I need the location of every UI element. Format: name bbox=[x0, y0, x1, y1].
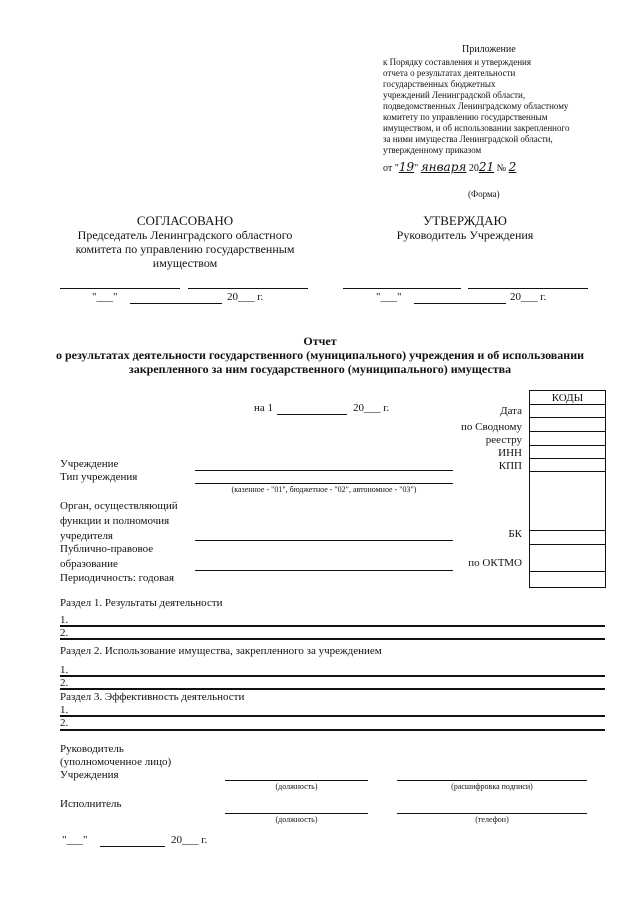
codes-row bbox=[530, 445, 605, 446]
appendix-text bbox=[383, 57, 623, 156]
executor-phone-line bbox=[397, 813, 587, 814]
as-of-line bbox=[277, 414, 347, 415]
codes-label-kpp: КПП bbox=[498, 460, 522, 472]
as-of-year: 20___ г. bbox=[353, 402, 390, 414]
codes-label-svod: реестру bbox=[485, 434, 522, 446]
section-item: 2. bbox=[60, 677, 69, 689]
section-1-title: Раздел 1. Результаты деятельности bbox=[60, 597, 223, 609]
report-title: Отчет bbox=[303, 334, 337, 348]
field-type-label: Тип учреждения bbox=[60, 471, 138, 483]
section-item: 2. bbox=[60, 627, 69, 639]
codes-header: КОДЫ bbox=[551, 392, 584, 404]
appendix-line: отчета о результатах деятельности bbox=[383, 68, 516, 78]
as-of-prefix: на 1 bbox=[254, 402, 274, 414]
signature-head-label: Руководитель (уполномоченное лицо) Учреждения bbox=[60, 743, 172, 781]
section-line bbox=[60, 638, 605, 640]
approval-right-heading: УТВЕРЖДАЮ bbox=[423, 213, 507, 228]
appendix-line: к Порядку составления и утверждения bbox=[383, 57, 531, 67]
section-line bbox=[60, 715, 605, 717]
approval-right bbox=[360, 214, 570, 242]
section-item: 1. bbox=[60, 664, 69, 676]
appendix-line: подведомственных Ленинградскому областному bbox=[383, 101, 569, 111]
executor-label: Исполнитель bbox=[60, 798, 122, 810]
report-subtitle: о результатах деятельности государственного (муниципального) учреждения и об использовании bbox=[55, 348, 585, 362]
codes-row bbox=[530, 417, 605, 418]
field-public-line bbox=[195, 570, 453, 571]
sign-line-left-1 bbox=[60, 288, 180, 289]
section-line bbox=[60, 675, 605, 677]
bottom-date-year: 20___ г. bbox=[171, 834, 208, 846]
approval-right-date-quote: "___" bbox=[376, 291, 402, 303]
codes-row bbox=[530, 404, 605, 405]
decoding-hint: (расшифровка подписи) bbox=[451, 782, 533, 791]
date-line bbox=[100, 846, 165, 847]
codes-row bbox=[530, 530, 605, 531]
section-line bbox=[60, 625, 605, 627]
section-item: 1. bbox=[60, 704, 69, 716]
order-month: января bbox=[420, 160, 467, 174]
section-item: 2. bbox=[60, 717, 69, 729]
codes-row bbox=[530, 544, 605, 545]
date-line bbox=[130, 303, 222, 304]
appendix-line: учреждений Ленинградской области, bbox=[383, 90, 526, 100]
codes-row bbox=[530, 471, 605, 472]
section-3-title: Раздел 3. Эффективность деятельности bbox=[60, 691, 245, 703]
field-institution-label: Учреждение bbox=[60, 458, 119, 470]
appendix-line: за ними имущества Ленинградской области, bbox=[383, 134, 553, 144]
appendix-line: утвержденному приказом bbox=[383, 145, 482, 155]
section-2-title: Раздел 2. Использование имущества, закрепленного за учреждением bbox=[60, 645, 382, 657]
approval-left-line: комитета по управлению государственным bbox=[75, 242, 295, 256]
codes-label-oktmo: по ОКТМО bbox=[468, 557, 522, 569]
appendix-line: комитету по управлению государственным bbox=[383, 112, 548, 122]
field-institution-line bbox=[195, 470, 453, 471]
approval-left-date-year: 20___ г. bbox=[227, 291, 264, 303]
field-type-hint: (казенное - "01", бюджетное - "02", автономное - "03") bbox=[231, 485, 417, 494]
order-year: 21 bbox=[478, 160, 495, 174]
codes-label-date: Дата bbox=[500, 405, 522, 417]
signature-position-line bbox=[225, 780, 368, 781]
section-item: 1. bbox=[60, 614, 69, 626]
appendix-line: государственных бюджетных bbox=[383, 79, 496, 89]
sign-line-right-1 bbox=[343, 288, 461, 289]
order-date: от "19" января 2021 № 2 bbox=[383, 160, 517, 174]
codes-row bbox=[530, 431, 605, 432]
order-number: 2 bbox=[508, 160, 517, 174]
approval-left-date-quote: "___" bbox=[92, 291, 118, 303]
appendix-line: имуществом, и об использовании закрепленного bbox=[383, 123, 570, 133]
approval-right-line: Руководитель Учреждения bbox=[396, 228, 534, 242]
field-organ-line bbox=[195, 540, 453, 541]
appendix-title: Приложение bbox=[462, 44, 516, 55]
order-day: 19 bbox=[398, 160, 415, 174]
approval-left-line: Председатель Ленинградского областного bbox=[77, 228, 293, 242]
sign-line-right-2 bbox=[468, 288, 588, 289]
signature-decoding-line bbox=[397, 780, 587, 781]
codes-label-svod: по Сводному bbox=[460, 421, 522, 433]
codes-row bbox=[530, 571, 605, 572]
field-organ-label: Орган, осуществляющий функции и полномочия учредителя bbox=[60, 500, 178, 542]
position-hint: (должность) bbox=[275, 782, 318, 791]
approval-right-date-year: 20___ г. bbox=[510, 291, 547, 303]
codes-row bbox=[530, 458, 605, 459]
section-line bbox=[60, 729, 605, 731]
position-hint: (должность) bbox=[275, 815, 318, 824]
approval-left-line: имуществом bbox=[152, 256, 218, 270]
report-subtitle: закрепленного за ним государственного (муниципального) имущества bbox=[128, 362, 512, 376]
bottom-date-quote: "___" bbox=[62, 834, 88, 846]
field-type-line bbox=[195, 483, 453, 484]
codes-label-inn: ИНН bbox=[498, 447, 522, 459]
approval-left-heading: СОГЛАСОВАНО bbox=[136, 213, 234, 228]
phone-hint: (телефон) bbox=[475, 815, 509, 824]
field-public-label: Публично-правовое образование Периодичность: годовая bbox=[60, 543, 175, 584]
form-label: (Форма) bbox=[468, 189, 500, 199]
sign-line-left-2 bbox=[188, 288, 308, 289]
executor-position-line bbox=[225, 813, 368, 814]
codes-label-bk: БК bbox=[508, 528, 522, 540]
section-line bbox=[60, 688, 605, 690]
approval-left bbox=[50, 214, 320, 270]
date-line bbox=[414, 303, 506, 304]
codes-table bbox=[529, 390, 606, 588]
